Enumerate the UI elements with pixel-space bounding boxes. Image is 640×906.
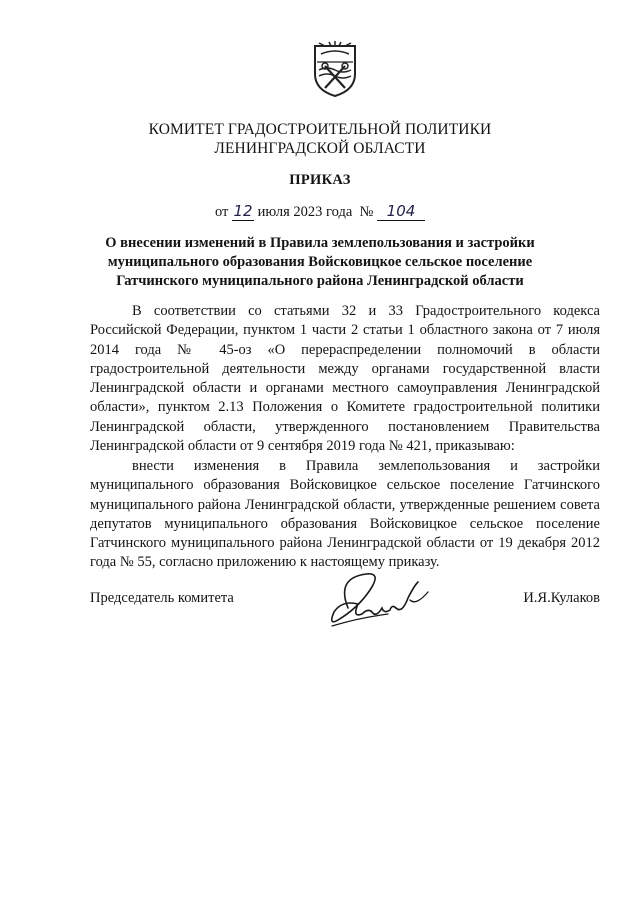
title-line-2: муниципального образования Войсковицкое сельское поселение [107, 254, 533, 270]
doc-type: ПРИКАЗ [289, 172, 351, 188]
number-sign: № [359, 204, 374, 220]
committee-name [0, 120, 640, 158]
body-paragraph-1: В соответствии со статьями 32 и 33 Градостроительного кодекса Российской Федерации, пунктом 1 части 2 статьи 1 областного закона от 7 июля 2014 года № 45-оз «О перераспределении полномочий в области градостроительной деятельности между органами государственной власти Ленинградской области и органами местного самоуправления Ленинградской области», пунктом 2.13 Положения о Комитете градостроительной политики Ленинградской области, утвержденного постановлением Правительства Ленинградской области от 9 сентября 2019 года № 421, приказываю: [90, 303, 600, 455]
doc-number-field [377, 203, 425, 221]
signatory-position: Председатель комитета [90, 590, 234, 606]
committee-line-2: ЛЕНИНГРАДСКОЙ ОБЛАСТИ [214, 140, 426, 157]
body-paragraph-2: внести изменения в Правила землепользования и застройки муниципального образования Войсковицкое сельское поселение Гатчинского муниципального района Ленинградской области, утвержденные решением совета депутатов муниципального образования Войсковицкое сельское поселение Гатчинского муниципального района Ленинградской области от 19 декабря 2012 года № 55, согласно приложению к настоящему приказу. [90, 458, 600, 571]
document-title [0, 234, 640, 291]
signatory-name: И.Я.Кулаков [523, 590, 600, 606]
date-day-field [232, 203, 254, 221]
date-prefix: от [215, 204, 229, 220]
signature-icon [318, 568, 438, 638]
title-line-3: Гатчинского муниципального района Ленинградской области [116, 273, 524, 289]
date-day: 12 [233, 202, 253, 220]
coat-of-arms-icon [311, 40, 359, 98]
date-month-year: июля 2023 года [257, 204, 353, 220]
date-line [0, 203, 640, 221]
doc-number: 104 [386, 202, 416, 220]
title-line-1: О внесении изменений в Правила землепользования и застройки [105, 235, 535, 251]
committee-line-1: КОМИТЕТ ГРАДОСТРОИТЕЛЬНОЙ ПОЛИТИКИ [148, 121, 492, 138]
